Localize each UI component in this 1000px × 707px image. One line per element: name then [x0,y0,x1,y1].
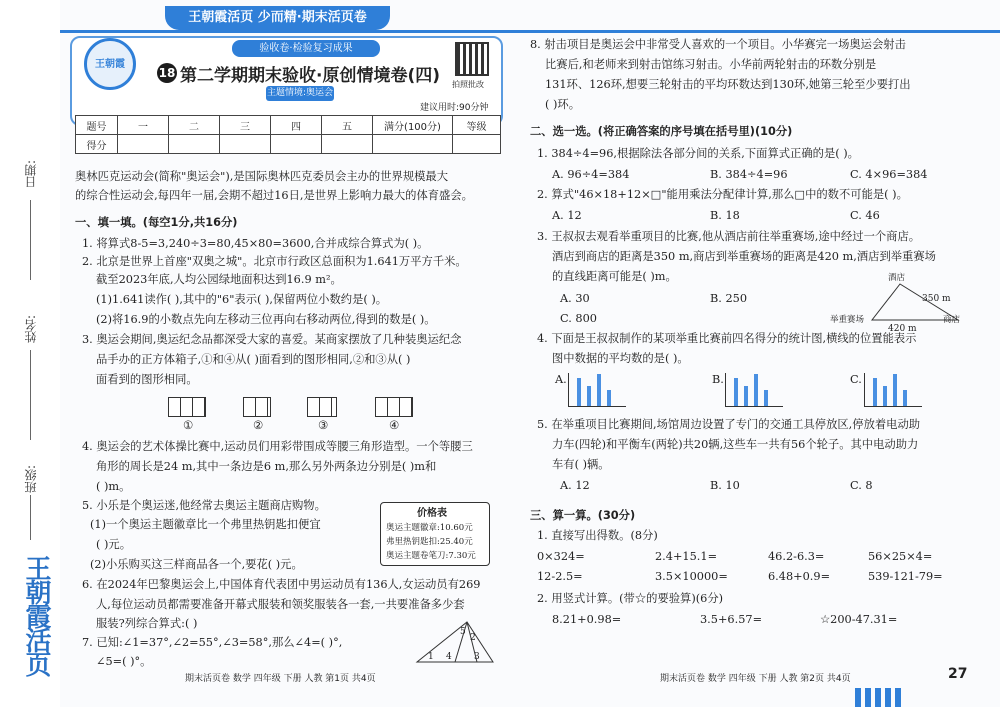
table-row [76,135,501,154]
question-line: 1. 384÷4=96,根据除法各部分间的关系,下面算式正确的是( )。 [537,147,859,160]
calc-item[interactable]: 8.21+0.98= [552,613,622,626]
question-line: 3. 王叔叔去观看举重项目的比赛,他从酒店前往举重赛场,途中经过一个商店。 [537,230,921,243]
question-line: 2. 算式"46×18+12×□"能用乘法分配律计算,那么□中的数不可能是( )。 [537,188,908,201]
question-line: 图中数据的平均数的是( )。 [552,352,689,365]
score-cell[interactable] [271,135,322,154]
cube-label: ④ [389,419,400,432]
option[interactable]: C. 800 [560,312,597,325]
question-line: 131环、126环,想要三轮射击的平均环数达到130环,她第三轮至少要打出 [545,78,911,91]
question-line: 1. 直接写出得数。(8分) [537,529,658,542]
section-heading: 三、算一算。(30分) [530,509,636,522]
qr-code-icon[interactable] [455,42,489,76]
map-distance: 350 m [922,294,951,304]
question-line: (2)将16.9的小数点先向左移动三位再向右移动两位,得到的数是( )。 [96,313,436,326]
section-heading: 二、选一选。(将正确答案的序号填在括号里)(10分) [530,125,793,138]
question-line: 7. 已知:∠1=37°,∠2=55°,∠3=58°,那么∠4=( )°, [82,636,343,649]
class-line [30,495,31,540]
score-cell[interactable] [373,135,453,154]
question-line: 品手办的正方体箱子,①和④从( )面看到的图形相同,②和③从( ) [96,353,411,366]
question-line: 3. 奥运会期间,奥运纪念品都深受大家的喜爱。某商家摆放了几种装奥运纪念 [82,333,462,346]
intro-line: 的综合性运动会,每四年一届,会期不超过16日,是世界上影响力最大的体育盛会。 [75,189,473,202]
qr-label: 拍照批改 [452,80,484,89]
calc-item[interactable]: ☆200-47.31= [820,613,898,626]
test-number: 18 [157,63,177,83]
question-line: 6. 在2024年巴黎奥运会上,中国体育代表团中男运动员有136人,女运动员有269 [82,578,481,591]
price-item: 奥运主题卷笔刀:7.30元 [386,551,476,561]
subtitle-badge: 验收卷·检验复习成果 [232,40,380,57]
score-cell[interactable] [220,135,271,154]
table-cell: 五 [322,116,373,135]
question-line: 5. 在举重项目比赛期间,场馆周边设置了专门的交通工具停放区,停放着电动助 [537,418,921,431]
question-line: 1. 将算式8-5=3,240÷3=80,45×80=3600,合并成综合算式为( )。 [82,237,429,250]
angle-label: 5 [460,627,466,637]
table-cell: 四 [271,116,322,135]
calc-item[interactable]: 12-2.5= [537,570,583,583]
question-line: ( )环。 [545,98,580,111]
table-cell: 三 [220,116,271,135]
map-distance: 420 m [888,324,917,334]
calc-item[interactable]: 6.48+0.9= [768,570,831,583]
angle-label: 1 [428,652,434,662]
question-line: (1)1.641读作( ),其中的"6"表示( ),保留两位小数约是( )。 [96,293,388,306]
question-line: ∠5=( )°。 [96,655,152,668]
angle-label: 3 [474,652,480,662]
question-line: 2. 北京是世界上首座"双奥之城"。北京市行政区总面积为1.641万平方千米。 [82,255,467,268]
question-line: 面看到的图形相同。 [96,373,198,386]
option[interactable]: A. 30 [560,292,590,305]
name-line [30,350,31,440]
option[interactable]: C. 46 [850,209,880,222]
angle-triangle-figure [415,618,495,664]
calc-item[interactable]: 56×25×4= [868,550,933,563]
table-row [76,116,501,135]
table-cell: 题号 [76,116,118,135]
option[interactable]: B. 18 [710,209,740,222]
bar-chart-option [725,373,783,407]
question-line: 截至2023年底,人均公园绿地面积达到16.9 m²。 [96,273,342,286]
name-label: 姓名: [24,315,38,344]
question-line: 角形的周长是24 m,其中一条边是6 m,那么另外两条边分别是( )m和 [96,460,437,473]
calc-item[interactable]: 3.5×10000= [655,570,728,583]
option[interactable]: A. 96÷4=384 [552,168,630,181]
option[interactable]: B. 10 [710,479,740,492]
question-line: 4. 奥运会的艺术体操比赛中,运动员们用彩带围成等腰三角形造型。一个等腰三 [82,440,473,453]
cube-label: ③ [318,419,329,432]
date-line [30,200,31,280]
footer-right: 期末活页卷 数学 四年级 下册 人教 第2页 共4页 [660,674,851,684]
question-line: 力车(四轮)和平衡车(两轮)共20辆,这些车一共有56个轮子。其中电动助力 [552,438,919,451]
brand-logo: 王朝霞活页 [21,555,51,675]
section-heading: 一、填一填。(每空1分,共16分) [75,216,238,229]
option[interactable]: B. 250 [710,292,748,305]
table-cell: 等级 [453,116,501,135]
suggested-time: 建议用时:90分钟 [420,103,489,113]
map-label: 举重赛场 [830,315,865,325]
question-line: 车有( )辆。 [552,458,610,471]
intro-line: 奥林匹克运动会(简称"奥运会"),是国际奥林匹克委员会主办的世界规模最大 [75,170,449,183]
question-line: 8. 射击项目是奥运会中非常受人喜欢的一个项目。小华赛完一场奥运会射击 [530,38,906,51]
question-line: 比赛后,和老师来到射击馆练习射击。小华前两轮射击的环数分别是 [545,58,877,71]
date-label: 日期: [24,160,38,189]
score-cell[interactable] [169,135,220,154]
question-line: 酒店到商店的距离是350 m,商店到举重赛场的距离是420 m,酒店到举重赛场 [552,250,936,263]
bar-chart-option [568,373,626,407]
question-line: 5. 小乐是个奥运迷,他经常去奥运主题商店购物。 [82,499,326,512]
price-item: 弗里热钥匙扣:25.40元 [386,537,473,547]
price-table [380,502,490,566]
page-number: 27 [948,666,968,682]
calc-item[interactable]: 2.4+15.1= [655,550,718,563]
table-cell: 满分(100分) [373,116,453,135]
table-cell: 一 [118,116,169,135]
angle-label: 2 [470,633,476,643]
question-line: ( )元。 [96,538,131,551]
price-item: 奥运主题徽章:10.60元 [386,523,473,533]
question-line: ( )m。 [96,480,131,493]
option[interactable]: C. 8 [850,479,873,492]
map-label: 商店 [943,315,961,325]
class-label: 班级: [24,465,38,494]
question-line: 人,每位运动员都需要准备开幕式服装和领奖服装各一套,一共要准备多少套 [96,598,465,611]
score-cell[interactable] [118,135,169,154]
decor-stripes [855,688,905,707]
option[interactable]: C. 4×96=384 [850,168,928,181]
footer-left: 期末活页卷 数学 四年级 下册 人教 第1页 共4页 [185,674,376,684]
question-line: 4. 下面是王叔叔制作的某项举重比赛前四名得分的统计图,横线的位置能表示 [537,332,917,345]
option[interactable]: B. 384÷4=96 [710,168,788,181]
table-cell: 二 [169,116,220,135]
calc-item[interactable]: 539-121-79= [868,570,943,583]
calc-item[interactable]: 46.2-6.3= [768,550,825,563]
table-cell: 得分 [76,135,118,154]
bar-chart-option [864,373,922,407]
option[interactable]: A. 12 [560,479,590,492]
calc-item[interactable]: 3.5+6.57= [700,613,763,626]
cube-figure [307,397,337,417]
question-line: 服装?列综合算式:( ) [96,617,198,630]
score-table [75,115,501,154]
cube-figure [168,397,206,417]
option[interactable]: C. [850,373,862,386]
map-label: 酒店 [888,273,906,283]
angle-label: 4 [446,652,452,662]
score-cell[interactable] [322,135,373,154]
cube-label: ② [253,419,264,432]
option[interactable]: B. [712,373,724,386]
option[interactable]: A. 12 [552,209,582,222]
question-line: (2)小乐购买这三样商品各一个,要花( )元。 [90,558,303,571]
price-title: 价格表 [417,508,447,519]
page-title: 第二学期期末验收·原创情境卷(四) [180,66,440,86]
question-line: (1)一个奥运主题徽章比一个弗里热钥匙扣便宜 [90,518,321,531]
score-cell[interactable] [453,135,501,154]
publisher-logo: 王朝霞 [84,38,136,90]
calc-item[interactable]: 0×324= [537,550,585,563]
cube-label: ① [183,419,194,432]
top-rule [60,30,1000,33]
cube-figure [243,397,271,417]
question-line: 的直线距离可能是( )m。 [552,270,677,283]
theme-badge: 主题情境:奥运会 [266,86,334,101]
series-banner: 王朝霞活页 少而精·期末活页卷 [165,6,390,30]
option[interactable]: A. [555,373,567,386]
question-line: 2. 用竖式计算。(带☆的要验算)(6分) [537,592,724,605]
cube-figure [375,397,413,417]
